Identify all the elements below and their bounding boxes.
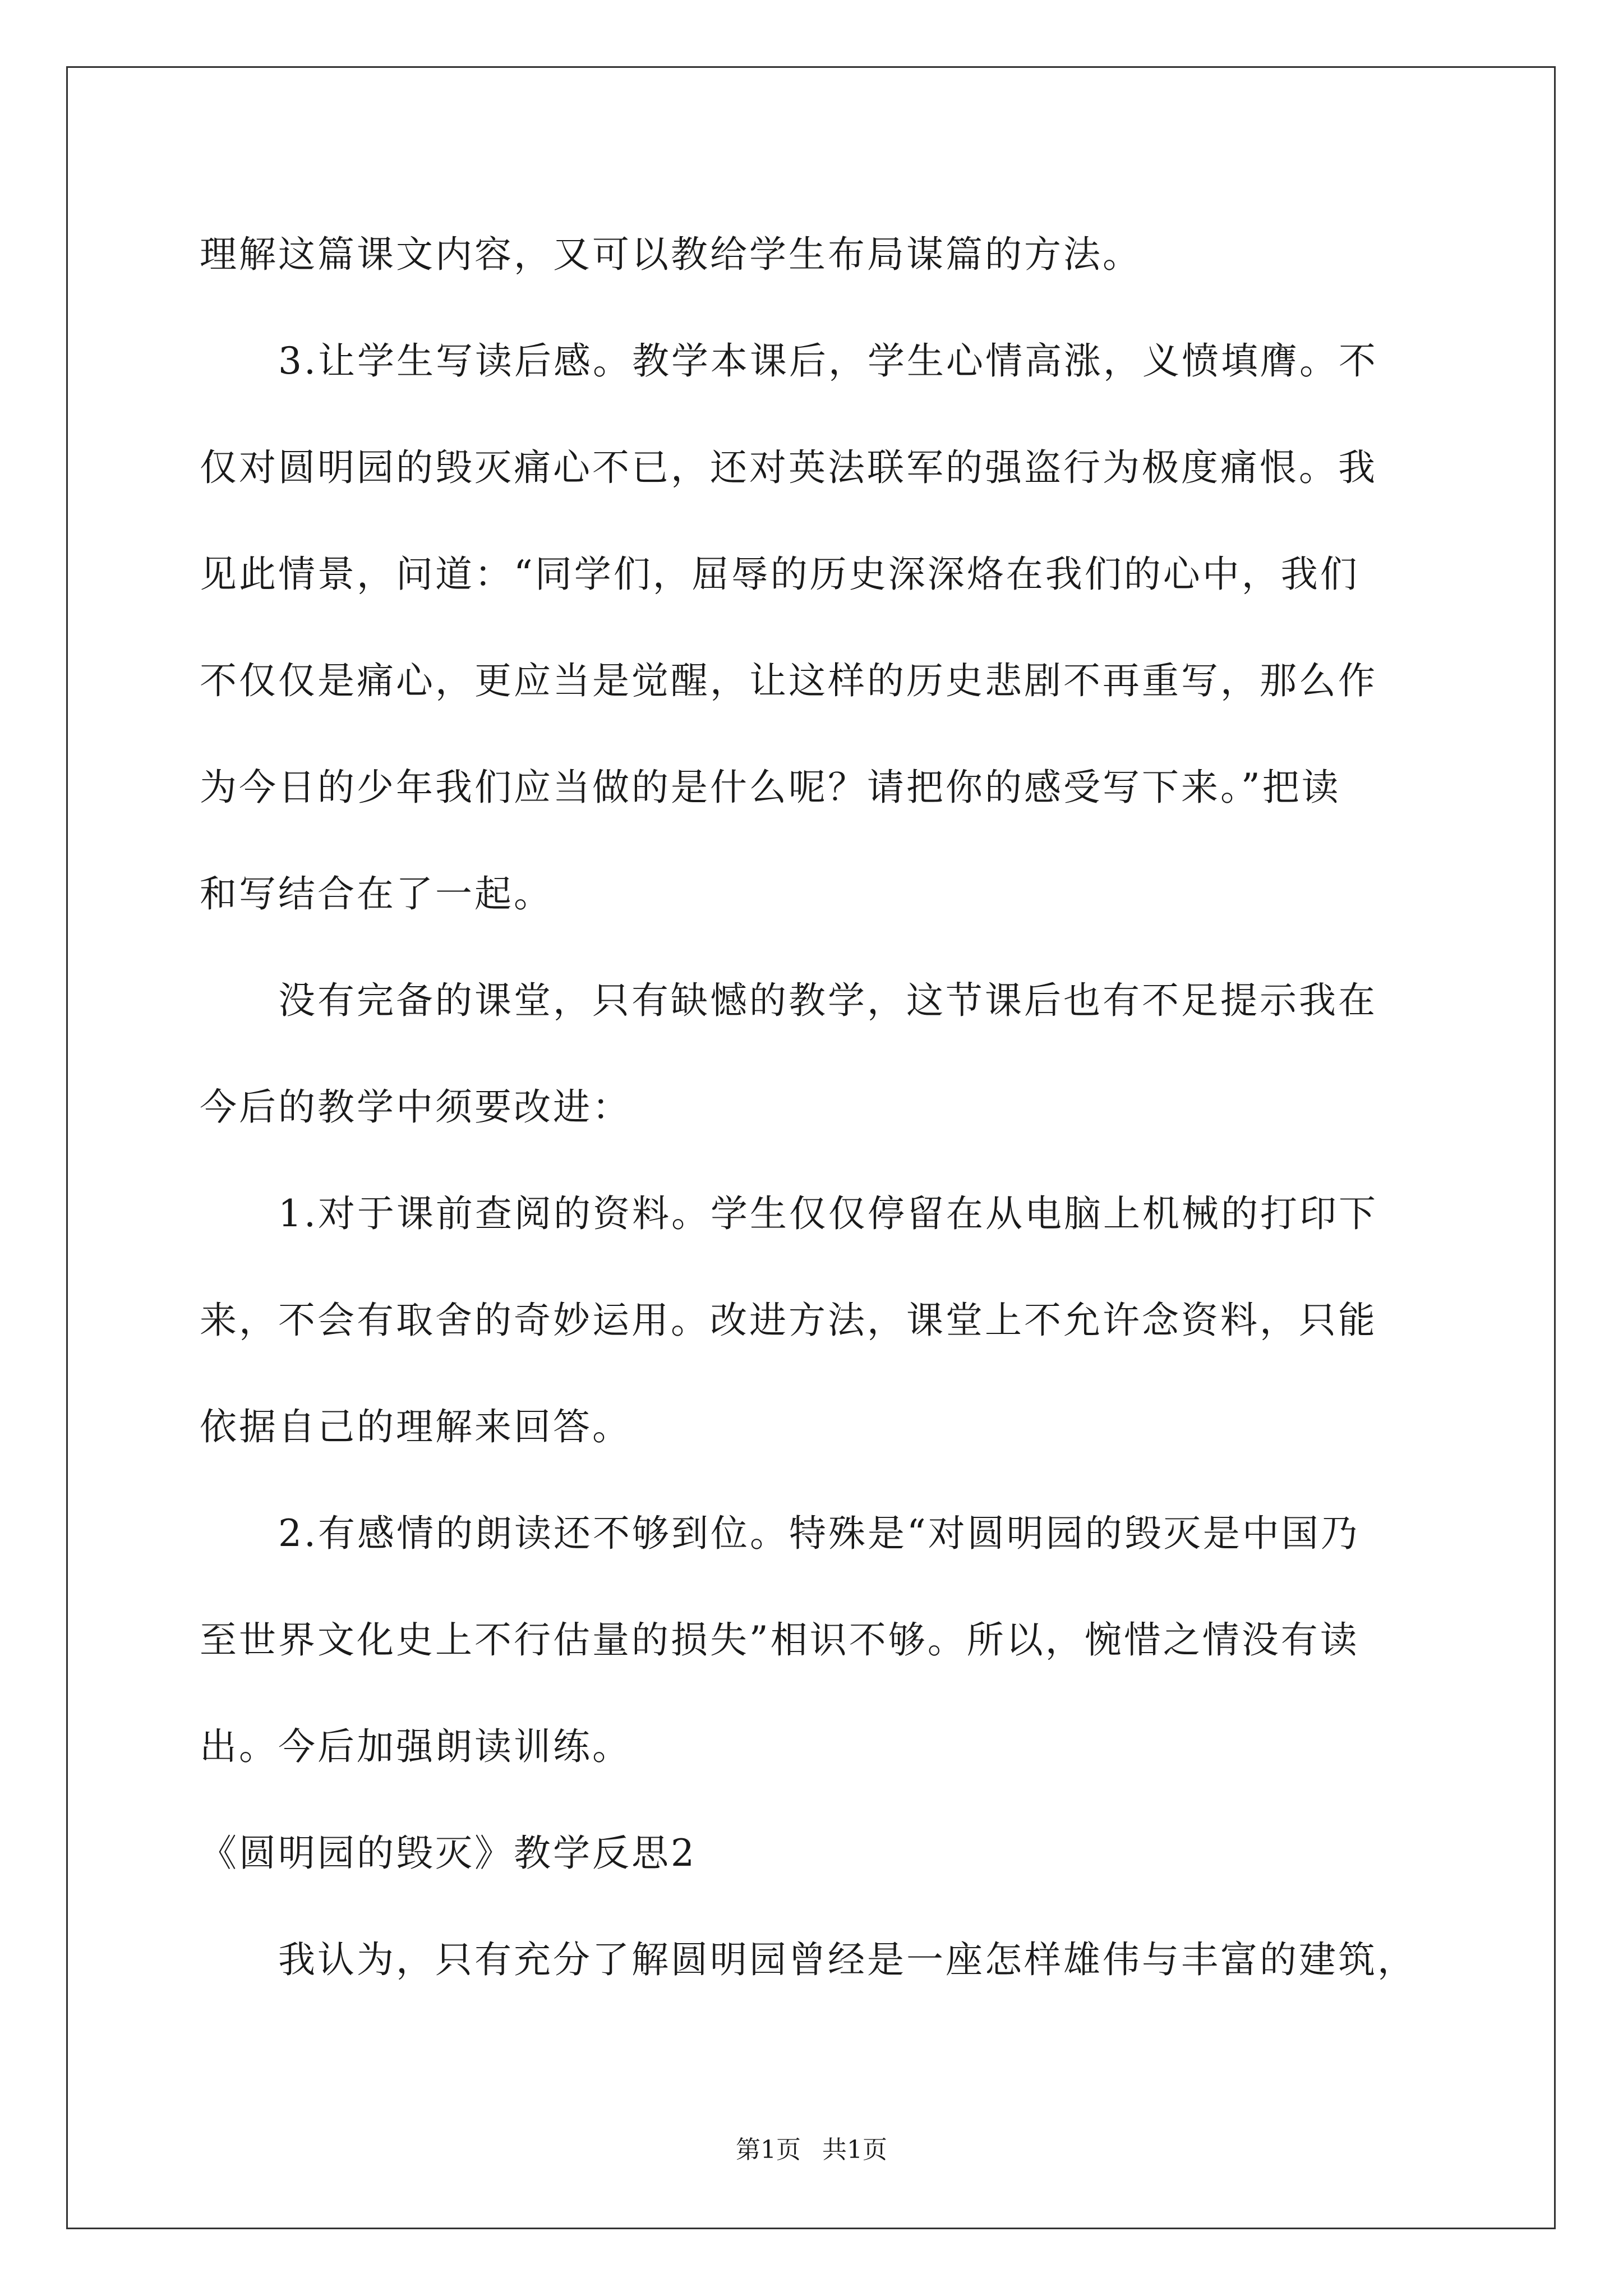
text-line: 仅对圆明园的毁灭痛心不已，还对英法联军的强盗行为极度痛恨。我 [200, 446, 1377, 489]
text-line: 和写结合在了一起。 [200, 872, 553, 915]
page-footer [0, 2134, 1623, 2166]
text-line: 理解这篇课文内容，又可以教给学生布局谋篇的方法。 [200, 233, 1142, 276]
text-line: 2.有感情的朗读还不够到位。特殊是“对圆明园的毁灭是中国乃 [200, 1512, 1360, 1555]
section-heading: 《圆明园的毁灭》教学反思2 [200, 1832, 697, 1875]
text-line: 见此情景，问道：“同学们，屈辱的历史深深烙在我们的心中，我们 [200, 553, 1359, 596]
text-line: 来，不会有取舍的奇妙运用。改进方法，课堂上不允许念资料，只能 [200, 1299, 1377, 1342]
page-border [66, 66, 1556, 2229]
page-total: 共1页 [822, 2136, 887, 2164]
text-line: 不仅仅是痛心，更应当是觉醒，让这样的历史悲剧不再重写，那么作 [200, 659, 1377, 702]
text-line: 我认为，只有充分了解圆明园曾经是一座怎样雄伟与丰富的建筑， [200, 1938, 1417, 1981]
text-line: 至世界文化史上不行估量的损失”相识不够。所以，惋惜之情没有读 [200, 1618, 1359, 1662]
text-line: 依据自己的理解来回答。 [200, 1405, 631, 1448]
page-number: 第1页 [736, 2136, 801, 2164]
text-line: 3.让学生写读后感。教学本课后，学生心情高涨，义愤填膺。不 [200, 339, 1378, 383]
text-line: 1.对于课前查阅的资料。学生仅仅停留在从电脑上机械的打印下 [200, 1192, 1378, 1235]
text-line: 没有完备的课堂，只有缺憾的教学，这节课后也有不足提示我在 [200, 979, 1377, 1022]
text-line: 出。今后加强朗读训练。 [200, 1725, 631, 1768]
text-line: 为今日的少年我们应当做的是什么呢？请把你的感受写下来。”把读 [200, 766, 1341, 809]
text-line: 今后的教学中须要改进： [200, 1085, 631, 1129]
